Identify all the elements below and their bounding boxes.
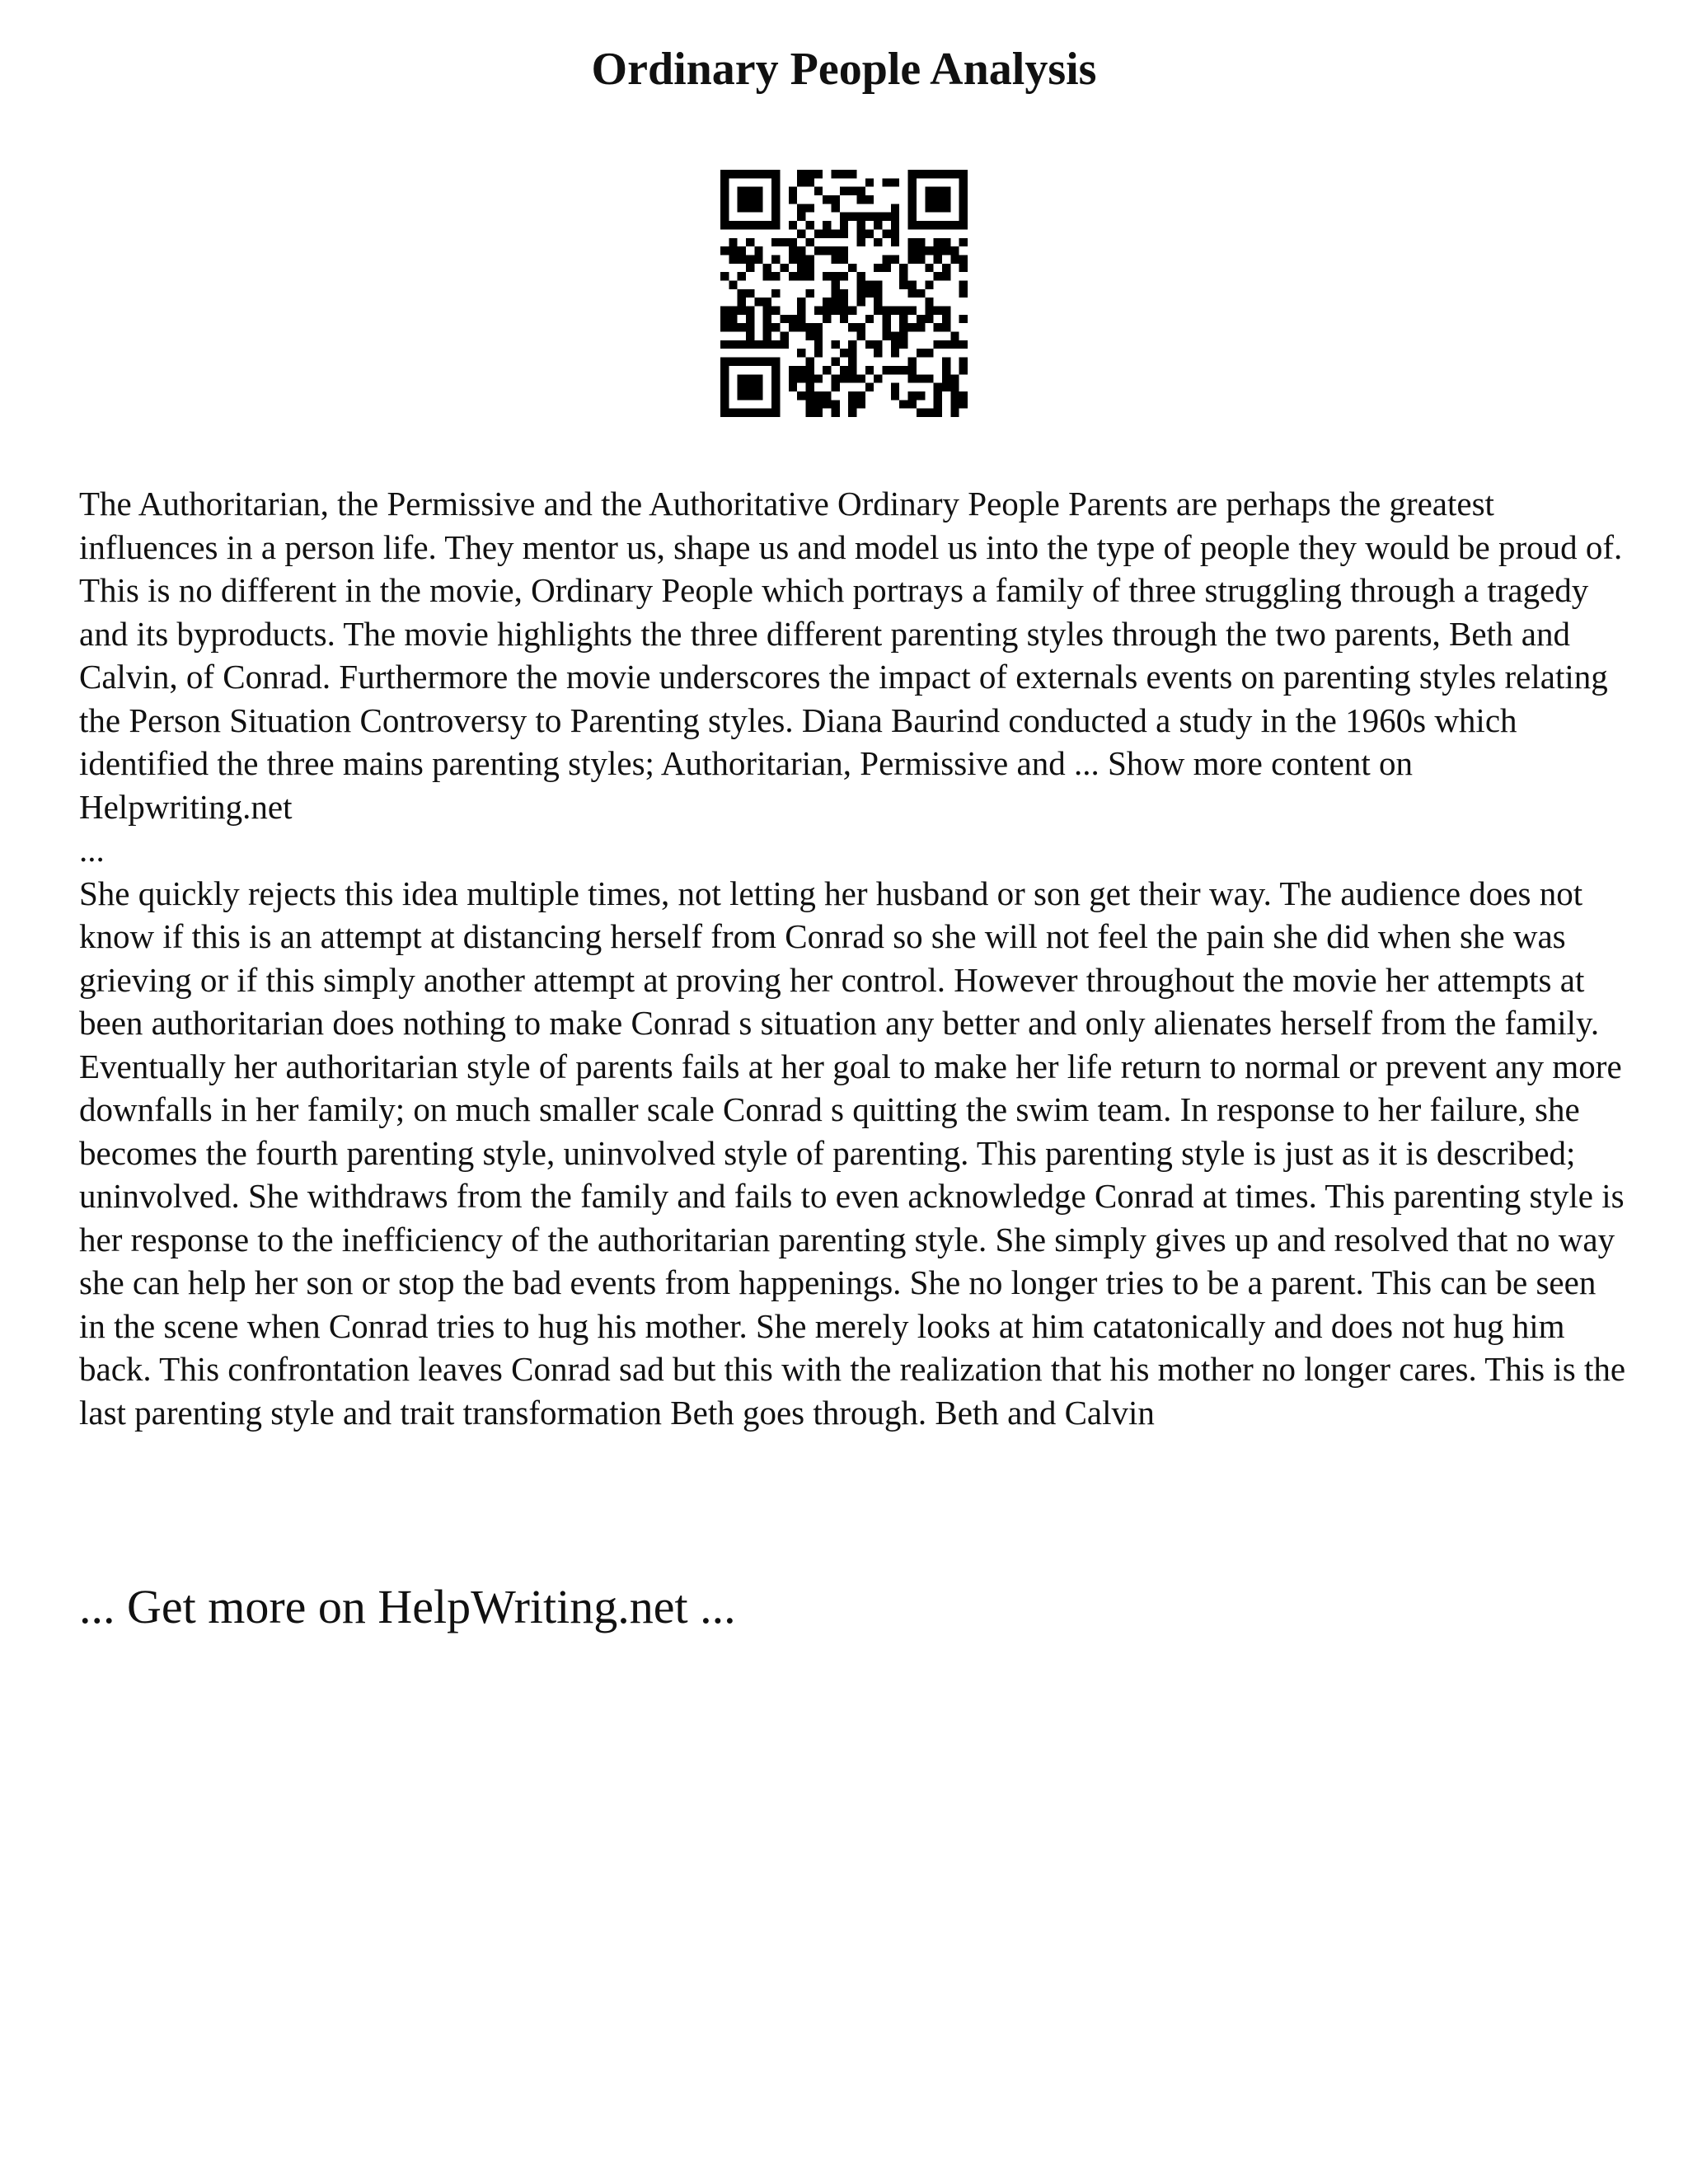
- paragraph-intro: The Authoritarian, the Permissive and the Authoritative Ordinary People Parents are perhaps the greatest influences in a person life. They mentor us, shape us and model us into the type of people they would be proud of. This is no different in the movie, Ordinary People which portrays a family of three struggling through a tragedy and its byproducts. The movie highlights the three different parenting styles through the two parents, Beth and Calvin, of Conrad. Furthermore the movie underscores the impact of externals events on parenting styles relating the Person Situation Controversy to Parenting styles. Diana Baurind conducted a study in the 1960s which identified the three mains parenting styles; Authoritarian, Permissive and ... Show more content on Helpwriting.net: [79, 485, 1623, 826]
- qr-code[interactable]: [720, 170, 968, 417]
- get-more-link[interactable]: ... Get more on HelpWriting.net ...: [79, 1580, 736, 1633]
- qr-code-icon: [720, 170, 968, 417]
- article-body: [79, 482, 1629, 1434]
- paragraph-ellipsis: ...: [79, 831, 105, 869]
- paragraph-main: She quickly rejects this idea multiple times, not letting her husband or son get their way. The audience does not know if this is an attempt at distancing herself from Conrad so she will not feel the pain she did when she was grieving or if this simply another attempt at proving her control. However throughout the movie her attempts at been authoritarian does nothing to make Conrad s situation any better and only alienates herself from the family. Eventually her authoritarian style of parents fails at her goal to make her life return to normal or prevent any more downfalls in her family; on much smaller scale Conrad s quitting the swim team. In response to her failure, she becomes the fourth parenting style, uninvolved style of parenting. This parenting style is just as it is described; uninvolved. She withdraws from the family and fails to even acknowledge Conrad at times. This parenting style is her response to the inefficiency of the authoritarian parenting style. She simply gives up and resolved that no way she can help her son or stop the bad events from happenings. She no longer tries to be a parent. This can be seen in the scene when Conrad tries to hug his mother. She merely looks at him catatonically and does not hug him back. This confrontation leaves Conrad sad but this with the realization that his mother no longer cares. This is the last parenting style and trait transformation Beth goes through. Beth and Calvin: [79, 874, 1626, 1432]
- page-title: Ordinary People Analysis: [591, 44, 1097, 95]
